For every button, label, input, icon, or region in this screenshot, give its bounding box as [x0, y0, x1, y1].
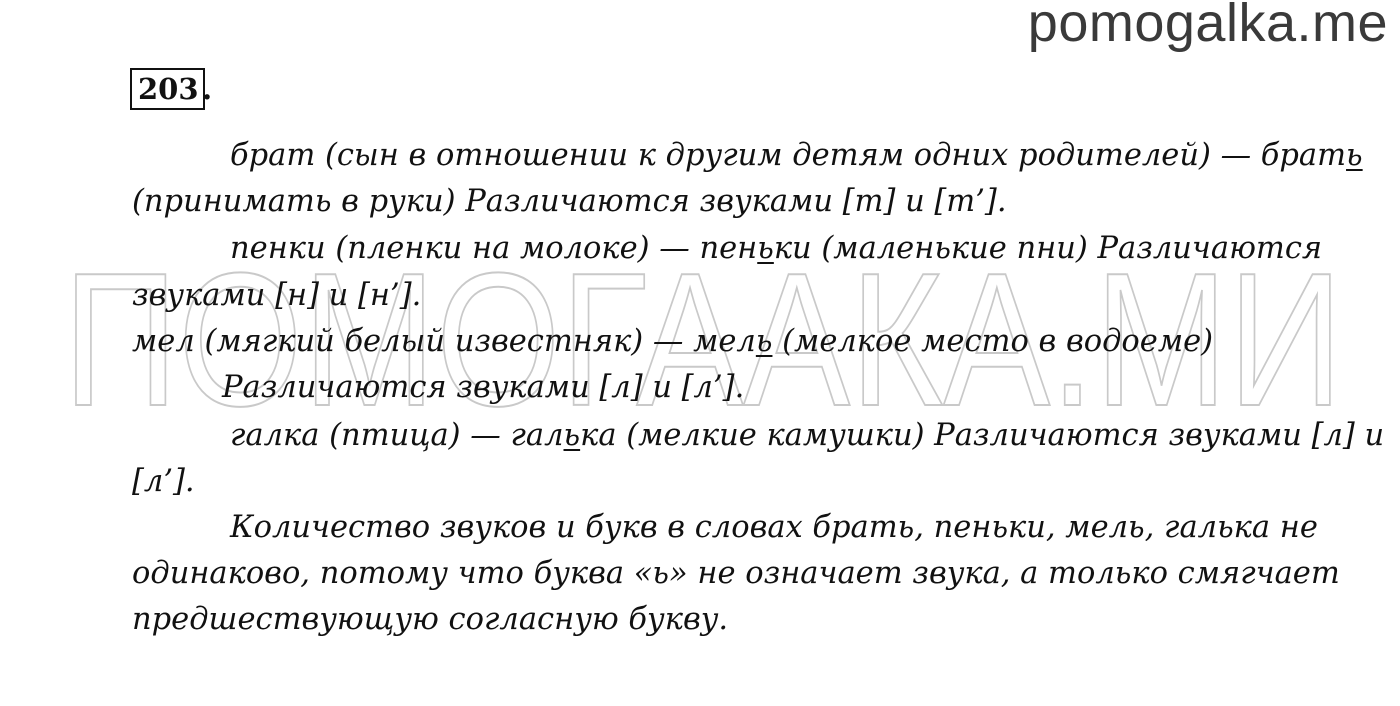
- watermark-text: ПОМОГААКА.МИ: [63, 255, 1343, 415]
- paragraph-3-line-2: Различаются звуками [л] и [л’].: [222, 370, 745, 405]
- paragraph-4-line-2: [л’].: [132, 464, 195, 499]
- soft-sign: ь: [1346, 138, 1363, 173]
- paragraph-2-line-1: [230, 231, 1322, 267]
- paragraph-4-line-1: [230, 418, 1384, 454]
- text-span: мел (мягкий белый известняк) — мел: [132, 324, 756, 359]
- text-span: ка (мелкие камушки) Различаются звуками [л] и: [580, 418, 1385, 453]
- text-span: галка (птица) — гал: [230, 418, 564, 453]
- soft-sign: ь: [563, 418, 581, 453]
- paragraph-5-line-2: одинаково, потому что буква «ь» не означает звука, а только смягчает: [132, 556, 1340, 591]
- paragraph-5-line-3: предшествующую согласную букву.: [132, 602, 729, 637]
- text-span: пенки (пленки на молоке) — пен: [230, 231, 758, 266]
- paragraph-5-line-1: Количество звуков и букв в словах брать, пеньки, мель, галька не: [230, 510, 1318, 545]
- soft-sign: ь: [757, 231, 774, 266]
- site-name[interactable]: pomogalka.me: [1027, 0, 1388, 53]
- text-span: брат (сын в отношении к другим детям одних родителей) — брат: [230, 138, 1347, 173]
- paragraph-1-line-2: (принимать в руки) Различаются звуками [т] и [т’].: [132, 184, 1007, 219]
- text-span: ки (маленькие пни) Различаются: [773, 231, 1323, 266]
- paragraph-3-line-1: [132, 324, 1213, 360]
- paragraph-1-line-1: [230, 138, 1363, 174]
- exercise-number-suffix: .: [202, 72, 213, 106]
- exercise-number: 203: [130, 68, 205, 110]
- soft-sign: ь: [755, 324, 773, 359]
- paragraph-2-line-2: звуками [н] и [н’].: [132, 278, 422, 313]
- text-span: (мелкое место в водоеме): [772, 324, 1214, 359]
